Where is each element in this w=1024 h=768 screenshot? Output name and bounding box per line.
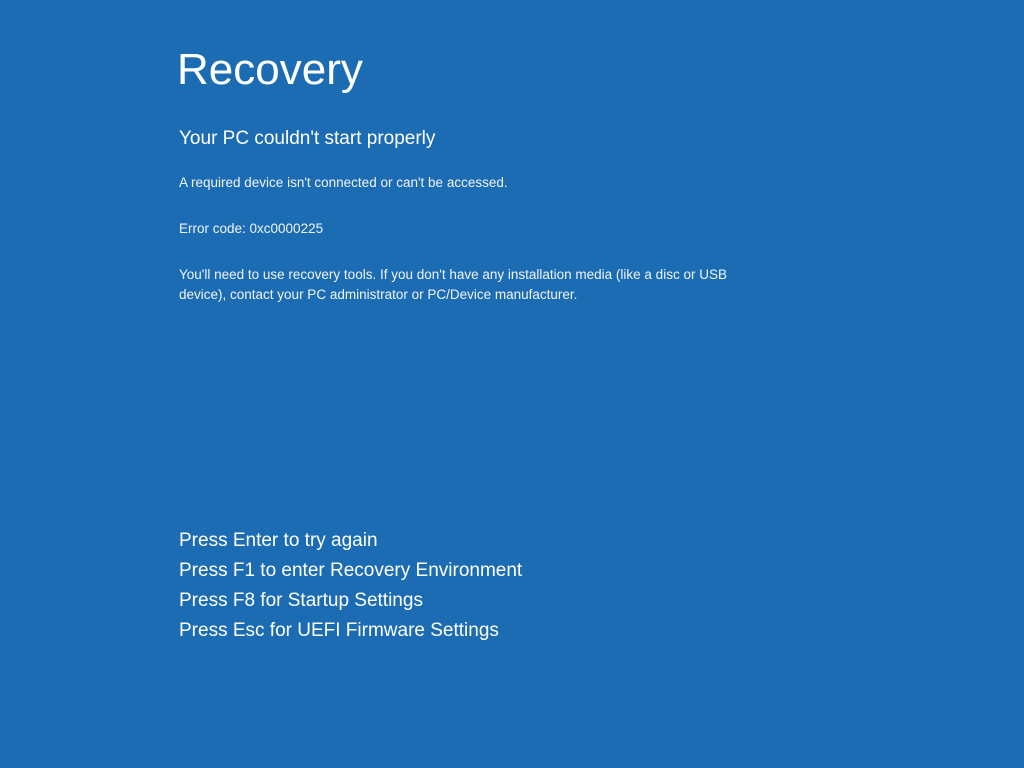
page-title: Recovery	[177, 45, 363, 94]
recovery-actions-list	[179, 526, 879, 646]
action-press-esc-uefi-firmware-settings[interactable]: Press Esc for UEFI Firmware Settings	[179, 620, 499, 641]
action-press-f1-recovery-environment[interactable]: Press F1 to enter Recovery Environment	[179, 560, 523, 581]
recovery-instructions: You'll need to use recovery tools. If you don't have any installation media (like a disc or USB device), contact your PC administrator or PC/Device manufacturer.	[179, 267, 727, 302]
action-press-f8-startup-settings[interactable]: Press F8 for Startup Settings	[179, 590, 423, 611]
recovery-detail-line: A required device isn't connected or can't be accessed.	[179, 175, 508, 190]
recovery-message-block	[179, 44, 899, 305]
action-press-enter-try-again[interactable]: Press Enter to try again	[179, 530, 378, 551]
error-code: Error code: 0xc0000225	[179, 221, 324, 236]
recovery-subtitle: Your PC couldn't start properly	[179, 128, 436, 149]
